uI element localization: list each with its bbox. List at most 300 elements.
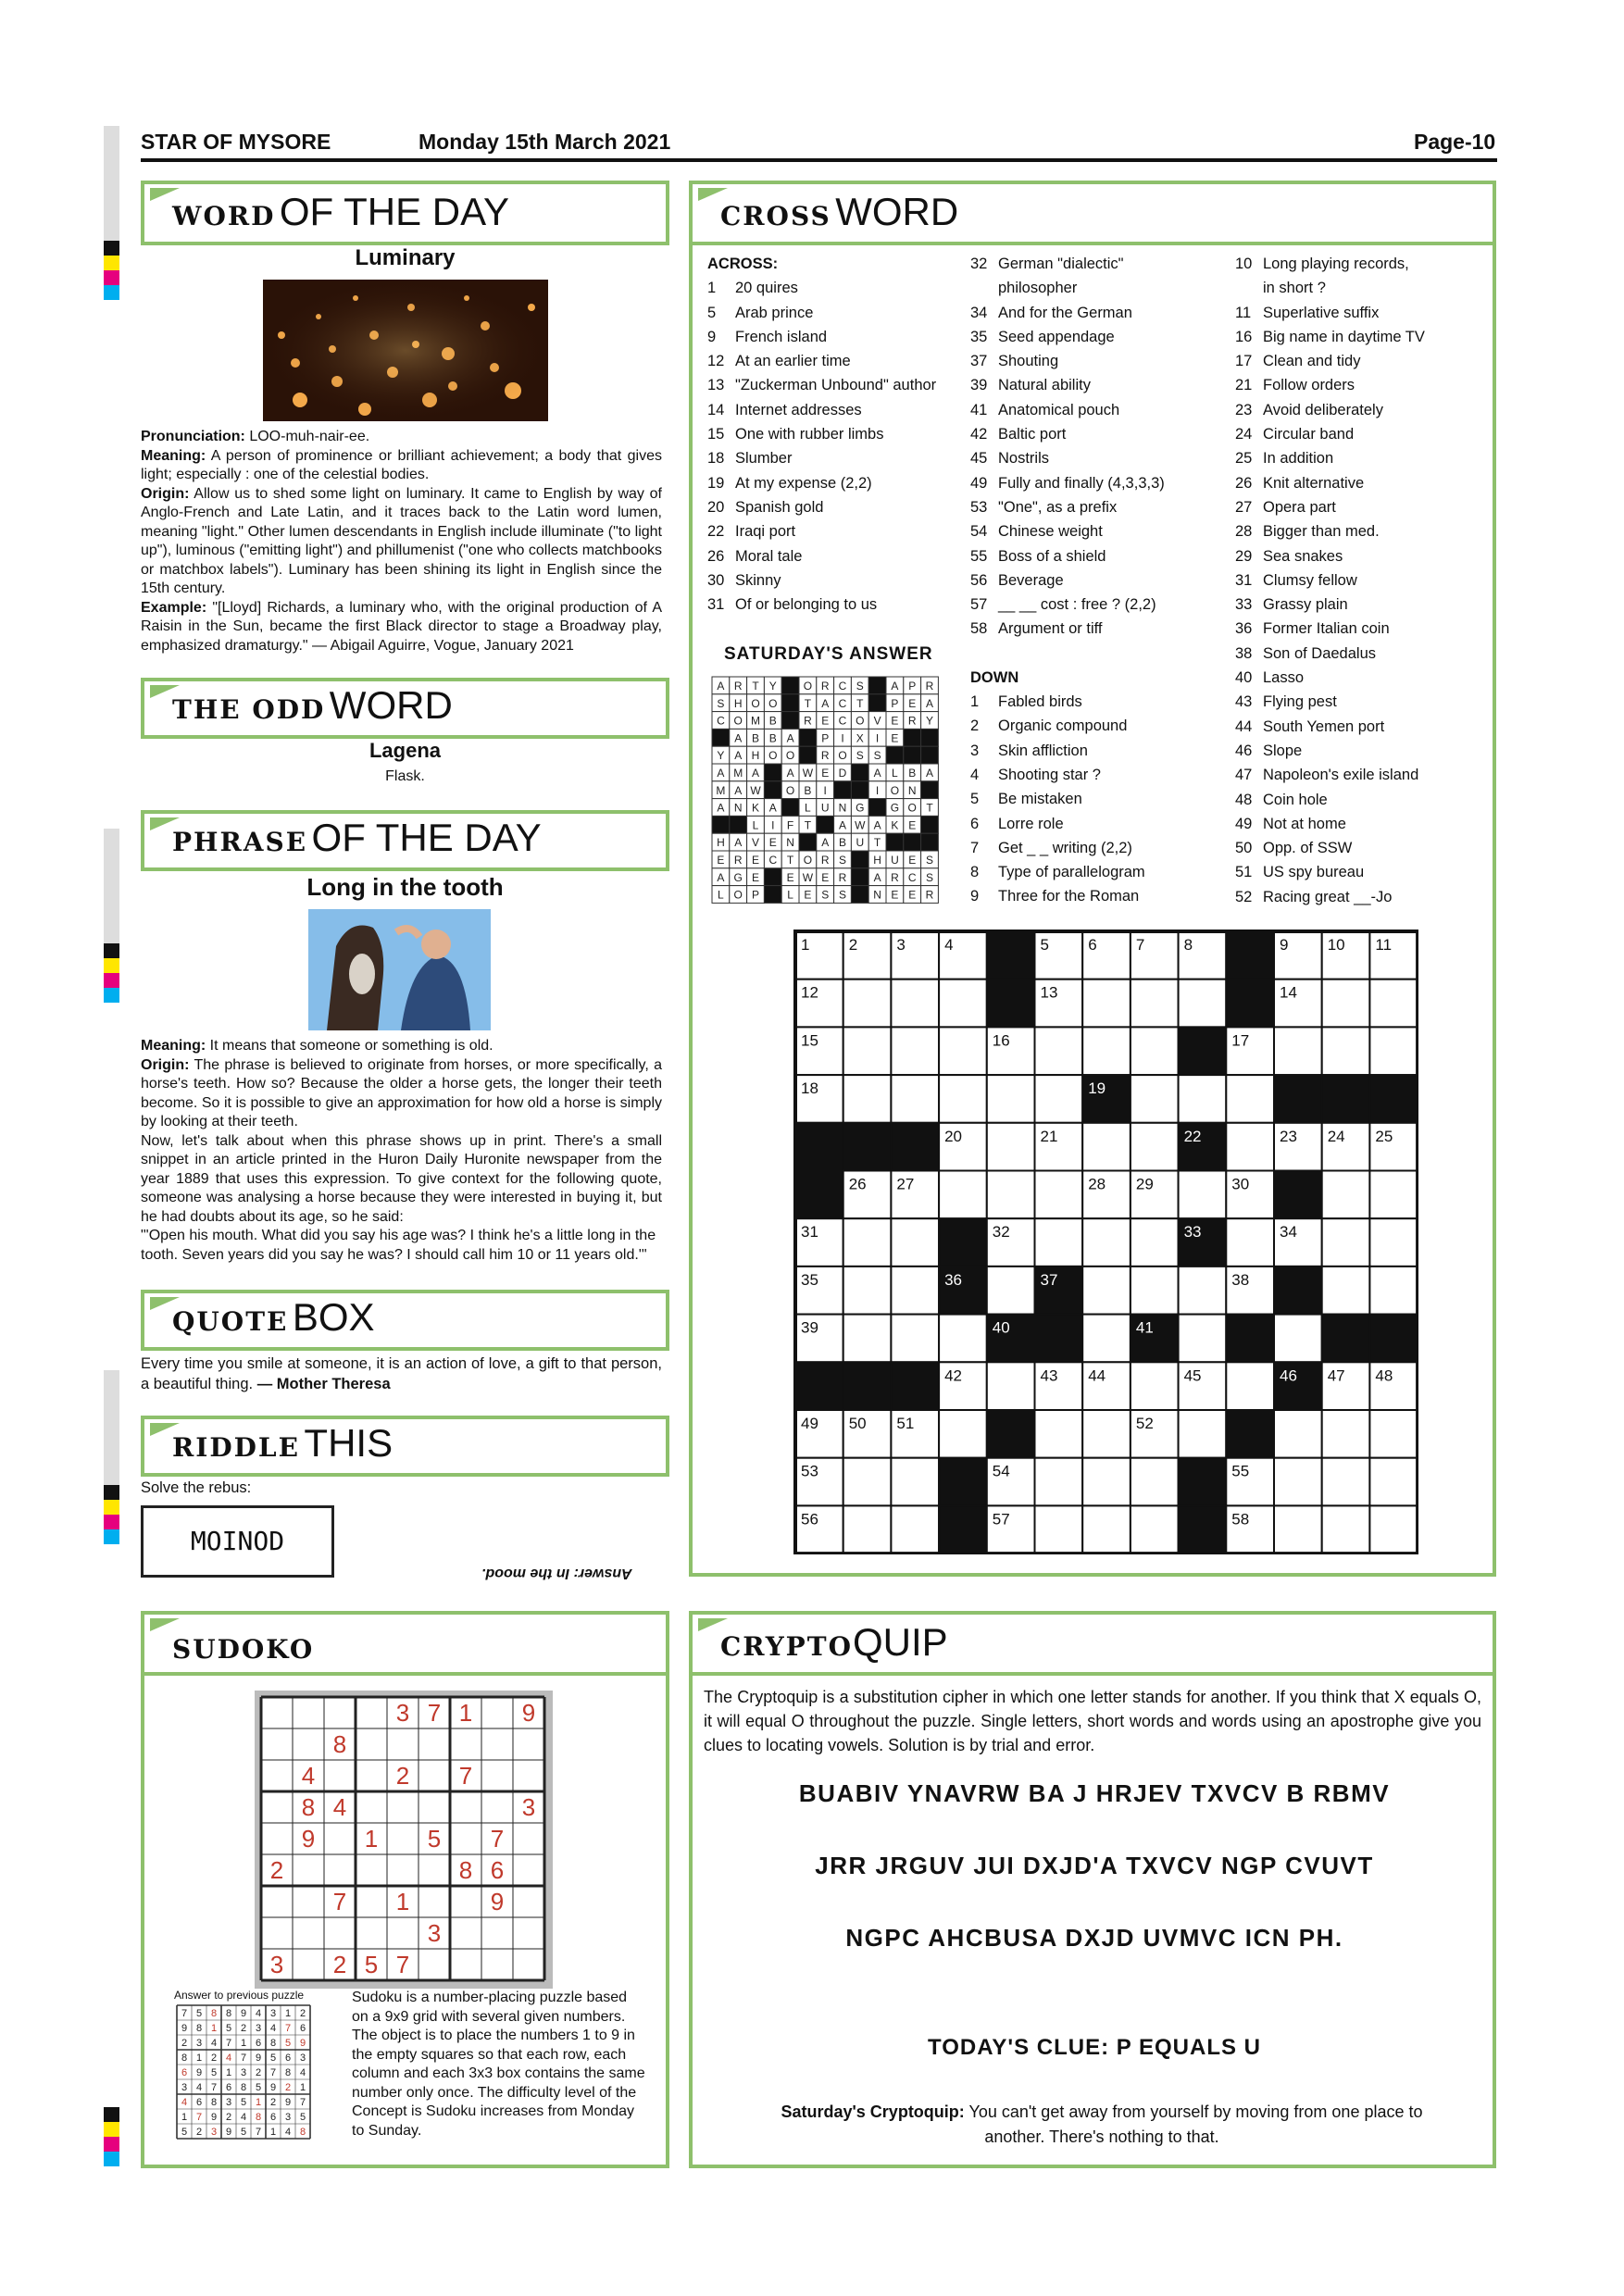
clue-item: 4 Shooting star ? bbox=[970, 766, 1101, 783]
clue-number: 4 bbox=[944, 936, 954, 954]
black-square bbox=[1179, 1458, 1227, 1506]
answer-digit: 1 bbox=[269, 2127, 277, 2138]
crossword-cell bbox=[1369, 1410, 1418, 1458]
quote-text: Every time you smile at someone, it is an action of love, a gift to that person, a beautiful thing. — Mother Theresa bbox=[141, 1355, 662, 1392]
clue-number: 51 bbox=[896, 1415, 915, 1432]
clue-number: 31 bbox=[801, 1223, 818, 1242]
crossword-cell bbox=[1035, 1027, 1083, 1075]
crossword-cell bbox=[891, 1505, 939, 1554]
clue-item: 33 Grassy plain bbox=[1235, 596, 1348, 614]
crossword-cell bbox=[1369, 1218, 1418, 1267]
clue-item: 16 Big name in daytime TV bbox=[1235, 328, 1425, 345]
registration-marks bbox=[104, 1485, 119, 1544]
crossword-cell bbox=[1035, 1171, 1083, 1219]
clue-number: 53 bbox=[801, 1462, 818, 1480]
crossword-cell bbox=[1179, 1171, 1227, 1219]
answer-letter: A bbox=[786, 767, 794, 780]
clue-item: 24 Circular band bbox=[1235, 426, 1355, 443]
clue-number: 42 bbox=[944, 1366, 963, 1385]
previous-sudoku-answer bbox=[176, 2004, 313, 2146]
clue-item: 31 Clumsy fellow bbox=[1235, 571, 1357, 589]
answer-letter: A bbox=[925, 696, 934, 710]
crossword-cell bbox=[1131, 1075, 1179, 1123]
crossword-cell bbox=[1369, 1267, 1418, 1315]
answer-letter: A bbox=[838, 818, 847, 832]
crossword-cell bbox=[1274, 1410, 1322, 1458]
clue-number: 6 bbox=[1088, 936, 1097, 954]
crossword-cell bbox=[987, 1171, 1035, 1219]
answer-letter: L bbox=[805, 801, 811, 815]
black-square bbox=[1322, 1315, 1370, 1363]
clue-number: 9 bbox=[1280, 936, 1289, 954]
clue-number: 15 bbox=[801, 1031, 818, 1050]
cryptoquip-line-3: NGPC AHCBUSA DXJD UVMVC ICN PH. bbox=[845, 1924, 1343, 1952]
margin-bar bbox=[104, 1370, 119, 1485]
riddle-header: RIDDLE THIS bbox=[141, 1416, 669, 1477]
clue-item: 44 South Yemen port bbox=[1235, 718, 1385, 735]
clue-item: 14 Internet addresses bbox=[707, 401, 862, 418]
answer-digit: 4 bbox=[299, 2067, 306, 2078]
clue-number: 18 bbox=[801, 1079, 818, 1098]
answer-letter: S bbox=[856, 749, 864, 763]
answer-letter: T bbox=[804, 696, 812, 710]
answer-letter: A bbox=[873, 818, 881, 832]
black-square bbox=[1274, 1267, 1322, 1315]
crossword-cell bbox=[1274, 1315, 1322, 1363]
crossword-cell bbox=[1369, 1171, 1418, 1219]
paper-name: STAR OF MYSORE bbox=[141, 130, 331, 154]
clue-item: 46 Slope bbox=[1235, 742, 1303, 759]
clue-number: 11 bbox=[1375, 936, 1393, 954]
word-of-day-body: Pronunciation: LOO-muh-nair-ee. Meaning: A person of prominence or brilliant achievement; a body that gives light; especially : one of the celestial bodies. Origin: Allow us to shed some light on luminary. It came to English by way of Anglo-French and Late Latin, and it traces back to the Latin word lumen, meaning "light." Other lumen descendants in English include illuminate ("to light up"), luminous ("emitting light") and phillumenist ("one who collects matchbooks or matchbox labels"). Luminary has been shining its light in English since the 15th century. Example: "[Lloyd] Richards, a luminary who, with the original production of A Raisin in the Sun, became the first Black director to stage a Broadway play, emphasized dramaturgy." — Abigail Aguirre, Vogue, January 2021 bbox=[141, 429, 662, 654]
answer-letter: G bbox=[856, 801, 865, 815]
answer-letter: T bbox=[856, 696, 864, 710]
across-clues: ACROSS: 1 20 quires 5 Arab prince 9 French island 12 At an earlier time 13 "Zuckerman Unbound" author 14 Internet addresses 15 One with rubber limbs 18 Slumber 19 At my expense (2,2) 20 Spanish gold 22 Iraqi port 26 Moral tale 30 Skinny 31 Of or belonging to us bbox=[707, 252, 957, 617]
black-square bbox=[764, 764, 781, 781]
answer-letter: A bbox=[891, 680, 899, 693]
answer-letter: U bbox=[820, 801, 830, 815]
answer-letter: G bbox=[890, 801, 900, 815]
sudoku-description: Sudoku is a number-placing puzzle based on a 9x9 grid with several given numbers. The object is to place the numbers 1 to 9 in the empty squares so that each row, each column and each 3x3 box contains the same number only once. The difficulty level of the Concept is Sudoku increases from Monday to Sunday. bbox=[352, 1990, 645, 2139]
sudoku-given: 7 bbox=[395, 1951, 410, 1978]
black-square bbox=[1369, 1075, 1418, 1123]
sudoku-given: 7 bbox=[458, 1762, 473, 1790]
answer-letter: R bbox=[820, 854, 830, 867]
answer-digit: 1 bbox=[181, 2112, 188, 2123]
answer-letter: A bbox=[768, 801, 777, 815]
crossword-cell bbox=[1082, 1027, 1131, 1075]
sudoku-given: 3 bbox=[395, 1699, 410, 1727]
crossword-cell bbox=[1226, 1362, 1274, 1410]
answer-letter: S bbox=[873, 749, 881, 763]
clue-item: 37 Shouting bbox=[970, 353, 1059, 370]
crossword-cell bbox=[987, 1362, 1035, 1410]
black-square bbox=[843, 1123, 892, 1171]
clue-item: 2 Organic compound bbox=[970, 718, 1128, 735]
sudoku-given: 8 bbox=[458, 1856, 473, 1884]
clue-number: 40 bbox=[992, 1318, 1010, 1337]
answer-digit: 9 bbox=[299, 2038, 306, 2049]
crossword-cell bbox=[843, 1027, 892, 1075]
answer-letter: I bbox=[823, 783, 827, 797]
clue-item: 41 Anatomical pouch bbox=[970, 401, 1120, 418]
answer-letter: A bbox=[821, 836, 830, 850]
crossword-cell bbox=[1131, 1505, 1179, 1554]
answer-letter: O bbox=[803, 854, 813, 867]
answer-letter: O bbox=[733, 714, 743, 728]
clue-number: 58 bbox=[1231, 1510, 1250, 1529]
odd-word-definition: Flask. bbox=[385, 768, 425, 784]
answer-letter: L bbox=[718, 888, 724, 902]
answer-letter: P bbox=[908, 680, 917, 693]
black-square bbox=[939, 1458, 987, 1506]
answer-letter: L bbox=[752, 818, 759, 832]
black-square bbox=[799, 833, 817, 851]
answer-letter: A bbox=[873, 870, 881, 884]
answer-letter: C bbox=[838, 714, 847, 728]
answer-digit: 3 bbox=[181, 2082, 188, 2093]
answer-letter: H bbox=[733, 696, 743, 710]
sudoku-given: 4 bbox=[301, 1762, 316, 1790]
answer-digit: 8 bbox=[299, 2127, 306, 2138]
crossword-cell bbox=[1035, 1458, 1083, 1506]
answer-letter: E bbox=[768, 836, 777, 850]
answer-letter: B bbox=[908, 767, 917, 780]
black-square bbox=[987, 931, 1035, 980]
answer-letter: S bbox=[925, 854, 934, 867]
answer-letter: O bbox=[785, 783, 795, 797]
phrase-text: Long in the tooth bbox=[306, 873, 504, 901]
black-square bbox=[921, 816, 939, 833]
answer-letter: O bbox=[803, 680, 813, 693]
sudoku-given: 1 bbox=[395, 1888, 410, 1915]
answer-letter: O bbox=[768, 749, 778, 763]
crossword-cell bbox=[1369, 980, 1418, 1028]
horse-photo bbox=[308, 909, 491, 1030]
answer-digit: 7 bbox=[225, 2038, 232, 2049]
black-square bbox=[868, 677, 886, 694]
clue-item: 1 Fabled birds bbox=[970, 693, 1082, 711]
answer-digit: 4 bbox=[255, 2008, 262, 2019]
answer-letter: T bbox=[752, 680, 759, 693]
answer-digit: 2 bbox=[299, 2008, 306, 2019]
answer-digit: 4 bbox=[210, 2038, 218, 2049]
answer-digit: 1 bbox=[240, 2038, 247, 2049]
clue-item: 18 Slumber bbox=[707, 450, 793, 468]
clue-number: 8 bbox=[1183, 936, 1193, 954]
answer-letter: T bbox=[873, 836, 881, 850]
answer-digit: 8 bbox=[269, 2038, 277, 2049]
clue-number: 23 bbox=[1280, 1127, 1297, 1145]
answer-digit: 2 bbox=[210, 2053, 218, 2064]
crossword-cell bbox=[1369, 1458, 1418, 1506]
clue-item: 58 Argument or tiff bbox=[970, 620, 1103, 638]
black-square bbox=[1369, 1315, 1418, 1363]
answer-digit: 5 bbox=[255, 2082, 262, 2093]
answer-digit: 4 bbox=[240, 2112, 247, 2123]
crossword-cell bbox=[1082, 1267, 1131, 1315]
clue-item: 57 __ __ cost : free ? (2,2) bbox=[970, 596, 1156, 614]
crossword-cell bbox=[1082, 1123, 1131, 1171]
clue-number: 36 bbox=[944, 1270, 963, 1289]
quote-header: QUOTE BOX bbox=[141, 1290, 669, 1351]
crossword-cell bbox=[1179, 980, 1227, 1028]
clue-number: 29 bbox=[1135, 1175, 1154, 1193]
answer-letter: A bbox=[734, 783, 743, 797]
clue-item: 35 Seed appendage bbox=[970, 328, 1115, 345]
answer-digit: 9 bbox=[225, 2127, 232, 2138]
answer-letter: N bbox=[838, 801, 847, 815]
clue-number: 56 bbox=[801, 1510, 818, 1529]
answer-digit: 9 bbox=[255, 2053, 262, 2064]
sudoku-given: 1 bbox=[458, 1699, 473, 1727]
answer-letter: W bbox=[802, 767, 814, 780]
clue-item: 31 Of or belonging to us bbox=[707, 596, 878, 614]
answer-digit: 5 bbox=[225, 2023, 232, 2034]
answer-letter: B bbox=[751, 731, 760, 745]
black-square bbox=[1274, 1171, 1322, 1219]
answer-digit: 7 bbox=[255, 2127, 262, 2138]
answer-letter: S bbox=[838, 854, 847, 867]
crossword-cell bbox=[987, 1267, 1035, 1315]
clue-item: 5 Arab prince bbox=[707, 304, 814, 321]
clue-number: 19 bbox=[1088, 1079, 1106, 1098]
answer-letter: E bbox=[908, 818, 917, 832]
answer-digit: 6 bbox=[195, 2097, 203, 2108]
black-square bbox=[851, 886, 868, 904]
previous-answer-label: Answer to previous puzzle bbox=[174, 1989, 305, 2002]
black-square bbox=[795, 1123, 843, 1171]
answer-letter: Y bbox=[925, 714, 934, 728]
clue-number: 26 bbox=[848, 1175, 867, 1193]
answer-letter: R bbox=[733, 680, 743, 693]
clue-item: 40 Lasso bbox=[1235, 669, 1305, 687]
phrase-header: PHRASE OF THE DAY bbox=[141, 810, 669, 871]
black-square bbox=[1035, 1315, 1083, 1363]
clue-number: 16 bbox=[992, 1031, 1010, 1050]
answer-digit: 1 bbox=[255, 2097, 262, 2108]
answer-letter: R bbox=[804, 714, 812, 728]
answer-digit: 8 bbox=[284, 2067, 292, 2078]
crossword-cell bbox=[1131, 1458, 1179, 1506]
clue-item: 28 Bigger than med. bbox=[1235, 523, 1380, 541]
crossword-cell bbox=[1274, 1458, 1322, 1506]
black-square bbox=[851, 851, 868, 868]
answer-digit: 5 bbox=[181, 2127, 188, 2138]
riddle-rebus: MOINOD bbox=[141, 1505, 334, 1578]
black-square bbox=[886, 746, 904, 764]
clue-number: 21 bbox=[1040, 1127, 1058, 1145]
crossword-cell bbox=[1322, 1027, 1370, 1075]
answer-letter: E bbox=[891, 714, 899, 728]
crossword-grid[interactable] bbox=[793, 930, 1418, 1559]
black-square bbox=[851, 868, 868, 886]
answer-digit: 4 bbox=[269, 2023, 277, 2034]
answer-digit: 3 bbox=[255, 2023, 262, 2034]
answer-digit: 6 bbox=[181, 2067, 188, 2078]
answer-letter: O bbox=[751, 696, 760, 710]
answer-letter: U bbox=[891, 854, 899, 867]
clue-item: 11 Superlative suffix bbox=[1235, 304, 1380, 321]
crossword-cell bbox=[1322, 1267, 1370, 1315]
clue-item: 1 20 quires bbox=[707, 280, 798, 297]
answer-letter: A bbox=[734, 749, 743, 763]
clue-item: in short ? bbox=[1263, 280, 1326, 297]
answer-letter: A bbox=[717, 801, 725, 815]
answer-digit: 5 bbox=[210, 2067, 218, 2078]
clue-number: 2 bbox=[848, 936, 858, 954]
clue-item: 6 Lorre role bbox=[970, 815, 1064, 832]
crossword-cell bbox=[891, 1315, 939, 1363]
riddle-prompt: Solve the rebus: bbox=[141, 1479, 252, 1496]
answer-letter: E bbox=[891, 731, 899, 745]
clue-item: 8 Type of parallelogram bbox=[970, 864, 1145, 881]
answer-letter: O bbox=[838, 749, 847, 763]
black-square bbox=[764, 781, 781, 799]
answer-letter: H bbox=[717, 836, 725, 850]
saturday-answer-grid bbox=[711, 676, 941, 910]
clue-item: 42 Baltic port bbox=[970, 426, 1067, 443]
answer-letter: M bbox=[751, 714, 760, 728]
registration-marks bbox=[104, 241, 119, 300]
answer-digit: 2 bbox=[269, 2097, 277, 2108]
answer-digit: 7 bbox=[210, 2082, 218, 2093]
crossword-cell bbox=[939, 1315, 987, 1363]
black-square bbox=[795, 1362, 843, 1410]
clue-number: 12 bbox=[801, 983, 818, 1002]
answer-digit: 3 bbox=[195, 2038, 203, 2049]
crossword-cell bbox=[1035, 1505, 1083, 1554]
sudoku-given: 6 bbox=[490, 1856, 505, 1884]
clue-number: 25 bbox=[1375, 1127, 1393, 1145]
crossword-cell bbox=[843, 1075, 892, 1123]
answer-letter: A bbox=[925, 767, 934, 780]
cryptoquip-header: CRYPTOQUIP bbox=[689, 1611, 1496, 1676]
answer-digit: 5 bbox=[269, 2053, 277, 2064]
answer-letter: S bbox=[717, 696, 725, 710]
answer-letter: A bbox=[717, 680, 725, 693]
clue-item: 47 Napoleon's exile island bbox=[1235, 767, 1419, 784]
answer-digit: 8 bbox=[225, 2008, 232, 2019]
answer-digit: 4 bbox=[284, 2127, 292, 2138]
answer-digit: 8 bbox=[255, 2112, 262, 2123]
clue-item: 29 Sea snakes bbox=[1235, 547, 1343, 565]
answer-letter: C bbox=[838, 680, 847, 693]
answer-digit: 9 bbox=[181, 2023, 188, 2034]
black-square bbox=[730, 816, 747, 833]
cryptoquip-clue: TODAY'S CLUE: P EQUALS U bbox=[928, 2035, 1261, 2060]
crossword-cell bbox=[1179, 1075, 1227, 1123]
answer-letter: T bbox=[786, 854, 794, 867]
black-square bbox=[987, 1410, 1035, 1458]
answer-letter: E bbox=[717, 854, 725, 867]
clue-item: 3 Skin affliction bbox=[970, 742, 1088, 759]
clue-number: 39 bbox=[801, 1318, 818, 1337]
answer-letter: O bbox=[733, 888, 743, 902]
crossword-cell bbox=[843, 1218, 892, 1267]
answer-letter: H bbox=[751, 749, 760, 763]
sudoku-given: 8 bbox=[301, 1793, 316, 1821]
clue-number: 48 bbox=[1375, 1366, 1393, 1385]
clue-number: 38 bbox=[1231, 1270, 1250, 1289]
answer-digit: 7 bbox=[181, 2008, 188, 2019]
crossword-cell bbox=[1322, 980, 1370, 1028]
clue-item: 23 Avoid deliberately bbox=[1235, 401, 1383, 418]
answer-digit: 2 bbox=[181, 2038, 188, 2049]
sudoku-given: 7 bbox=[332, 1888, 347, 1915]
crossword-cell bbox=[939, 1075, 987, 1123]
answer-letter: L bbox=[892, 767, 898, 780]
clue-number: 30 bbox=[1231, 1175, 1250, 1193]
answer-letter: R bbox=[907, 714, 917, 728]
phrase-body: Meaning: It means that someone or something is old. Origin: The phrase is believed to originate from horses, or more specifically, a horse's teeth. How so? Because the older a horse gets, the longer their teeth become. So it is possible to give an approximation for how old a horse is simply by looking at their teeth. Now, let's talk about when this phrase shows up in print. There's a small snippet in an article printed in the Huron Daily Huronite newspaper from the year 1889 that uses this expression. To give context for the following quote, someone was analysing a horse because they were interested in buying it, but he had doubts about its age, so he said: "'Open his mouth. What did you say his age was? I think he's a little long in the tooth. Seven years did you say he was? I should call him 10 or 11 years old.'" bbox=[141, 1038, 662, 1263]
answer-digit: 6 bbox=[299, 2023, 306, 2034]
answer-letter: B bbox=[768, 731, 777, 745]
cryptoquip-line-2: JRR JRGUV JUI DXJD'A TXVCV NGP CVUVT bbox=[815, 1852, 1374, 1879]
answer-letter: A bbox=[751, 767, 760, 780]
answer-letter: W bbox=[855, 818, 866, 832]
answer-digit: 3 bbox=[269, 2008, 277, 2019]
answer-digit: 7 bbox=[299, 2097, 306, 2108]
saturday-cryptoquip: Saturday's Cryptoquip: You can't get away from yourself by moving from one place to another. There's nothing to that. bbox=[781, 2103, 1423, 2146]
cryptoquip-intro: The Cryptoquip is a substitution cipher in which one letter stands for another. If you think that X equals O, it will equal O throughout the puzzle. Single letters, short words and words using an apostrophe give you clues to locating vowels. Solution is by trial and error. bbox=[704, 1688, 1481, 1754]
clue-number: 49 bbox=[801, 1415, 818, 1432]
answer-letter: H bbox=[873, 854, 881, 867]
sudoku-given: 1 bbox=[364, 1825, 379, 1853]
black-square bbox=[891, 1362, 939, 1410]
answer-digit: 5 bbox=[299, 2112, 306, 2123]
answer-digit: 6 bbox=[284, 2053, 292, 2064]
clue-item: 53 "One", as a prefix bbox=[970, 498, 1118, 516]
black-square bbox=[1179, 1505, 1227, 1554]
clue-number: 22 bbox=[1183, 1127, 1202, 1145]
saturday-answer-label: SATURDAY'S ANSWER bbox=[724, 644, 933, 664]
crossword-cell bbox=[987, 1123, 1035, 1171]
answer-letter: N bbox=[733, 801, 743, 815]
clue-item: 17 Clean and tidy bbox=[1235, 353, 1361, 370]
answer-letter: A bbox=[734, 731, 743, 745]
answer-letter: S bbox=[856, 680, 864, 693]
crossword-cell bbox=[1226, 1218, 1274, 1267]
black-square bbox=[764, 886, 781, 904]
black-square bbox=[712, 816, 730, 833]
sudoku-given: 2 bbox=[269, 1856, 284, 1884]
answer-letter: P bbox=[751, 888, 760, 902]
answer-digit: 1 bbox=[299, 2082, 306, 2093]
sudoku-given: 3 bbox=[269, 1951, 284, 1978]
answer-digit: 4 bbox=[181, 2097, 188, 2108]
answer-digit: 9 bbox=[269, 2082, 277, 2093]
crossword-cell bbox=[1035, 1410, 1083, 1458]
across-clues-2: 32 German "dialectic" philosopher 34 And for the German 35 Seed appendage 37 Shouting 39 Natural ability 41 Anatomical pouch 42 Baltic port 45 Nostrils 49 Fully and finally (4,3,3,3) 53 "One", as a prefix 54 Chinese weight 55 Boss of a shield 56 Beverage 57 __ __ cost : free ? (2,2) 58 Argument or tiff DOWN 1 Fabled birds 2 Organic compound 3 Skin affliction 4 Shooting star ? 5 Be mistaken 6 Lorre role 7 Get _ _ writing (2,2) 8 Type of parallelogram 9 Three for the Roman bbox=[970, 252, 1220, 909]
answer-letter: R bbox=[733, 854, 743, 867]
word-of-day-word: Luminary bbox=[355, 245, 456, 270]
sudoku-given: 4 bbox=[332, 1793, 347, 1821]
answer-digit: 9 bbox=[240, 2008, 247, 2019]
answer-digit: 4 bbox=[195, 2082, 203, 2093]
answer-letter: E bbox=[786, 870, 794, 884]
crossword-cell bbox=[939, 1027, 987, 1075]
answer-letter: K bbox=[751, 801, 760, 815]
clue-number: 44 bbox=[1088, 1366, 1106, 1385]
answer-letter: O bbox=[785, 749, 795, 763]
answer-digit: 2 bbox=[255, 2067, 262, 2078]
crossword-cell bbox=[1226, 1075, 1274, 1123]
black-square bbox=[1179, 1027, 1227, 1075]
black-square bbox=[868, 799, 886, 817]
clue-item: 51 US spy bureau bbox=[1235, 864, 1365, 881]
answer-digit: 5 bbox=[240, 2097, 247, 2108]
